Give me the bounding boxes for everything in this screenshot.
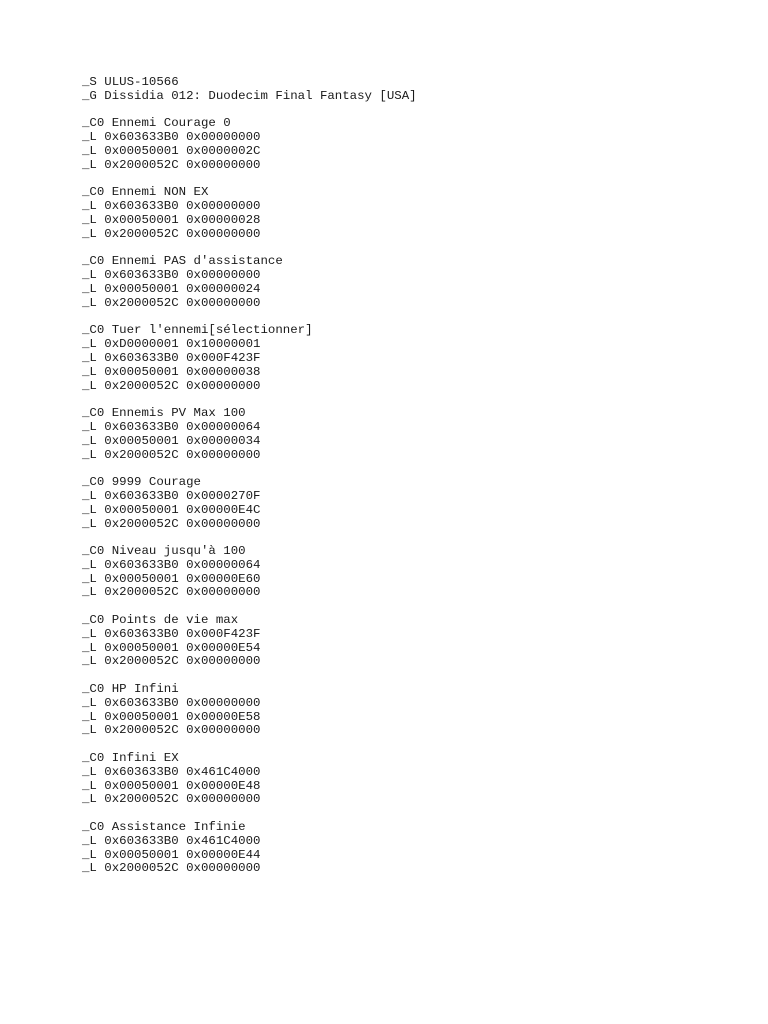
cheat-block <box>82 476 722 531</box>
cheat-code-line: _L 0x00050001 0x0000002C <box>82 143 261 158</box>
cheat-code-line: _L 0x00050001 0x00000E58 <box>82 709 261 724</box>
cheat-code-line: _L 0x603633B0 0x461C4000 <box>82 833 261 848</box>
cheat-code-line: _L 0x00050001 0x00000038 <box>82 364 261 379</box>
cheat-block <box>82 821 722 876</box>
cheat-block <box>82 117 722 172</box>
cheat-code-line: _L 0x603633B0 0x461C4000 <box>82 764 261 779</box>
game-serial-line: _S ULUS-10566 <box>82 75 179 89</box>
cheat-block <box>82 255 722 310</box>
cheat-block <box>82 683 722 738</box>
cheat-title: _C0 Ennemis PV Max 100 <box>82 406 246 421</box>
cheat-block <box>82 614 722 669</box>
cheat-code-line: _L 0x603633B0 0x00000064 <box>82 419 261 434</box>
cheat-title: _C0 Points de vie max <box>82 613 239 628</box>
cheat-code-line: _L 0x2000052C 0x00000000 <box>82 378 261 393</box>
cheat-code-line: _L 0x2000052C 0x00000000 <box>82 226 261 241</box>
cheat-code-line: _L 0x00050001 0x00000E60 <box>82 571 261 586</box>
cheat-code-line: _L 0x00050001 0x00000E48 <box>82 778 261 793</box>
cheat-code-line: _L 0x603633B0 0x000F423F <box>82 626 261 641</box>
cheat-code-list <box>82 117 722 876</box>
cheat-code-line: _L 0x603633B0 0x00000000 <box>82 199 261 214</box>
cheat-document <box>82 76 722 876</box>
cheat-code-line: _L 0x603633B0 0x00000000 <box>82 268 261 283</box>
cheat-code-line: _L 0x2000052C 0x00000000 <box>82 792 261 807</box>
cheat-code-line: _L 0x00050001 0x00000E4C <box>82 502 261 517</box>
cheat-code-line: _L 0x2000052C 0x00000000 <box>82 295 261 310</box>
cheat-title: _C0 Tuer l'ennemi[sélectionner] <box>82 323 313 338</box>
cheat-title: _C0 Niveau jusqu'à 100 <box>82 544 246 559</box>
cheat-code-line: _L 0x2000052C 0x00000000 <box>82 516 261 531</box>
cheat-block <box>82 407 722 462</box>
cheat-code-line: _L 0x00050001 0x00000E54 <box>82 640 261 655</box>
cheat-code-line: _L 0x2000052C 0x00000000 <box>82 157 261 172</box>
cheat-code-line: _L 0x2000052C 0x00000000 <box>82 723 261 738</box>
cheat-title: _C0 Infini EX <box>82 751 179 766</box>
cheat-code-line: _L 0x2000052C 0x00000000 <box>82 861 261 876</box>
cheat-code-line: _L 0x603633B0 0x00000064 <box>82 557 261 572</box>
cheat-block <box>82 545 722 600</box>
cheat-code-line: _L 0x2000052C 0x00000000 <box>82 585 261 600</box>
cheat-title: _C0 Ennemi NON EX <box>82 185 209 200</box>
cheat-code-line: _L 0x00050001 0x00000028 <box>82 212 261 227</box>
cheat-code-line: _L 0xD0000001 0x10000001 <box>82 337 261 352</box>
cheat-block <box>82 324 722 393</box>
cheat-code-line: _L 0x603633B0 0x0000270F <box>82 488 261 503</box>
cheat-code-line: _L 0x00050001 0x00000024 <box>82 281 261 296</box>
cheat-block <box>82 752 722 807</box>
cheat-code-line: _L 0x603633B0 0x00000000 <box>82 695 261 710</box>
cheat-title: _C0 Ennemi PAS d'assistance <box>82 254 283 269</box>
cheat-code-line: _L 0x603633B0 0x000F423F <box>82 350 261 365</box>
cheat-code-line: _L 0x2000052C 0x00000000 <box>82 654 261 669</box>
cheat-code-line: _L 0x2000052C 0x00000000 <box>82 447 261 462</box>
cheat-title: _C0 9999 Courage <box>82 475 201 490</box>
cheat-title: _C0 Assistance Infinie <box>82 820 246 835</box>
cheat-title: _C0 Ennemi Courage 0 <box>82 116 231 131</box>
game-title-line: _G Dissidia 012: Duodecim Final Fantasy [USA] <box>82 88 417 103</box>
cheat-code-line: _L 0x00050001 0x00000E44 <box>82 847 261 862</box>
cheat-title: _C0 HP Infini <box>82 682 179 697</box>
cheat-code-line: _L 0x00050001 0x00000034 <box>82 433 261 448</box>
cheat-block <box>82 186 722 241</box>
cheat-code-line: _L 0x603633B0 0x00000000 <box>82 130 261 145</box>
document-header <box>82 76 722 104</box>
